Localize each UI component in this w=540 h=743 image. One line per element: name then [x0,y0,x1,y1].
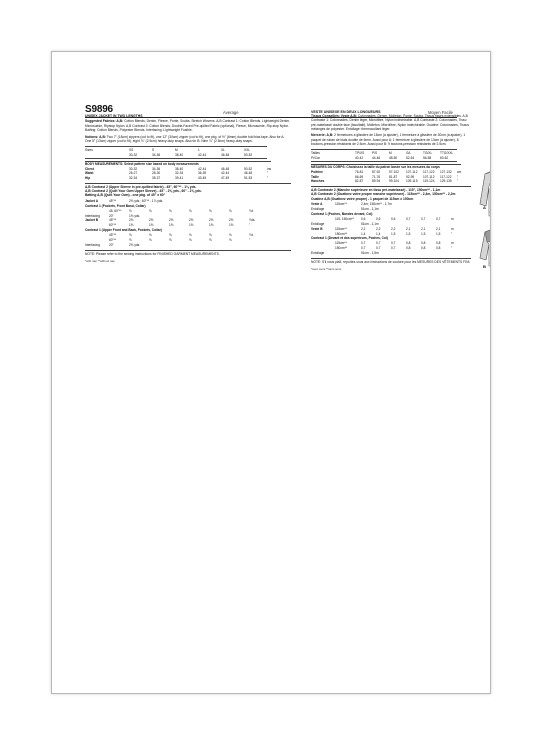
fabric-amount: 1⅝ yds. [129,213,141,218]
size-name: P/S [372,150,378,155]
measurement-value: 97-102 [389,169,399,174]
sizes-sublabel: Pi/Car [311,155,320,160]
fabric-note: A,B Contrast 2 (Quilt Your Own Upper Sleeve) - 45" - 2⅝ yds., 60" - 2⅜ yds. [85,188,202,193]
measurement-value: 82-87 [355,179,364,184]
fabric-width: 115cm** [335,226,347,231]
fabric-amount: ⅝ [189,208,192,213]
measurement-value: 32-34 [129,175,138,180]
fabric-note: Ouatine A,B (Ouatinez votre propre) - 1 paquet de 115cm x 150cm [311,196,414,201]
measurement-value: 117-122 [423,169,435,174]
measurement-unit: " [457,179,459,184]
sizes-sublabel [85,152,129,158]
measurement-label: Waist [85,171,94,176]
fabric-row-label: Contrast 1 (Poches, Bandes devant, Col) [311,211,373,216]
fabric-row-label: Entoilage [311,251,325,256]
table-row [85,209,255,214]
fabric-row-label: Contrast 1 (Pockets, Front Band, Collar) [85,203,146,208]
fabric-amount: 2⅝ [149,218,154,223]
size-name: XXL [244,147,251,152]
measurement-unit: cm [457,169,462,174]
size-range: 44-46 [372,155,381,160]
fabric-amount: 1,5 [436,231,441,236]
fabric-amount: 2⅝ yds. [129,243,141,248]
fabric-amount: ⅝ [189,238,192,243]
fabric-amount: ⅝ [209,238,212,243]
fabric-width [335,251,361,256]
fabric-amount: 0,7 [376,246,381,251]
measurement-value: 50-52 [244,166,253,171]
table-row [85,243,255,248]
fabric-unit: " [249,223,251,228]
fabric-amount: ⅝ [149,233,152,238]
measurement-value: 127-132 [440,169,452,174]
sizes-label: Sizes [85,147,93,152]
fabric-amount: 2,1 [406,226,411,231]
footnote-fr: *avec sens **sans sens [311,267,342,272]
fabric-amount: 1⅝ [229,223,234,228]
measurement-value: 26-27 [129,171,138,176]
fabric-amount: 2⅝ [189,218,194,223]
measurement-value: 107-112 [423,174,435,179]
fabric-amount: 0,8 [436,246,441,251]
fabric-amount: 2⅜ yds.; 60"** - 1⅞ yds. [129,198,164,203]
fabric-unit: m [451,226,454,231]
body-measurements-fr [311,164,461,184]
measurement-value: 117-122 [440,174,452,179]
measurement-value: 99-104 [389,179,399,184]
fabric-amount: 1⅝ [149,223,154,228]
fabric-width: 150cm** [335,231,348,236]
finished-measurements-note-en: NOTE: Please refer to the sewing instructions for FINISHED GARMENT MEASUREMENTS. [85,250,291,256]
fabric-amount: ⅝ [129,208,132,213]
measurement-unit: " [457,174,459,179]
fabric-note: A,B Contrast 2 (Upper Sleeve in pre-quilted fabric) - 45", 60"** - 1⅛ yds. [85,184,197,189]
fabric-amount: 1,4 [376,231,381,236]
fabric-unit: " [451,231,453,236]
sizes-label: Tailles [311,150,320,155]
fabric-width: 45, 60"** [109,208,122,213]
measurement-value: 129-135 [440,179,452,184]
measurement-value: 34-36 [152,166,161,171]
measurement-value: 46-48 [221,166,230,171]
fabric-amount: 0,6 [391,216,396,221]
fabric-amount: 0,7 [421,216,426,221]
table-row [85,176,271,181]
fabric-amount: ⅝ [229,238,232,243]
fabric-width: 115, 150cm** [335,216,354,221]
fabric-row-label: Contrast 1 (Devant et dos supérieurs, Poches, Col) [311,236,388,241]
size-name: TP/XS [355,150,365,155]
fabric-amount: 0,8 [421,241,426,246]
fabric-unit: " [249,238,251,243]
fabric-amount: 1⅝ [129,223,134,228]
fabric-amount: 1⅝ [169,223,174,228]
fabric-amount: 1,5 [391,231,396,236]
fabric-width: 45"** [109,218,117,223]
fabric-unit: m [451,216,454,221]
fabric-amount: 1⅝ [189,223,194,228]
measurement-label: Taille [311,174,319,179]
footnote-en: *with nap **without nap [85,259,115,264]
fabric-notes-en [85,185,291,198]
fabric-amount: 2⅝ [209,218,214,223]
size-name: TTG/XXL [440,150,454,155]
measurement-value: 39-41 [175,175,184,180]
fabric-amount: 2⅝ [229,218,234,223]
fabrics-heading-fr: Tissus Conseillés: Veste A,B: [311,114,357,118]
fabric-amount: ⅝ [169,208,172,213]
sizes-table-en [85,146,267,158]
fabric-amount: ⅝ [129,233,132,238]
size-range: 30-32 [129,152,138,157]
notions-text-fr: 2 fermetures à glissière de 18cm (à ajuster), 1 fermeture à glissière de 30cm (à ajuster), 1 paquet de ruban de biais double de 6mm. Aussi pour A: 1 fermeture à glissière de 13cm (à ajuster), 8 boutons-pression résistants de 2.5cm. Aussi pour B: 9 boutons-pression résistants de 2.5cm. [311,133,466,147]
measurement-unit: " [267,171,269,176]
fabric-row-label: Interfacing [85,243,100,248]
size-name: L [198,147,200,152]
size-range: 40-42 [355,155,364,160]
measurement-value: 119-124 [423,179,435,184]
notions-heading-en: Notions: A,B: [85,134,106,139]
fabric-row-label: Entoilage [311,206,325,211]
title-fr: VESTE UNISEXE EN DEUX LONGUEURS [311,110,381,114]
fabric-amount: 0,7 [361,246,366,251]
measurement-unit: " [267,175,269,180]
measurement-value: 30-32 [129,166,138,171]
measurement-value: 71-76 [372,174,381,179]
fabric-note: A,B Contraste 2 (Manche supérieure en tissu pré-matelassé) - 115", 150cm** - 1,1m [311,187,441,192]
size-range: 50-52 [244,152,253,157]
fabric-row-label: Entoilage [311,221,325,226]
fabric-notes-fr [311,188,471,201]
measurement-value: 109-115 [406,179,418,184]
fabric-unit: Yd. [249,208,254,213]
measurement-value: 38-40 [175,166,184,171]
divider [85,183,291,184]
fabric-amount: ⅝ [209,208,212,213]
fabrics-text-en: Cotton Blends, Denim, Fleece, Ponte, Scuba, Stretch Wovens. A,B Contrast 1: Cotton Blends, Lightweight Denim, Microsuede, Ripstop Nylon. A,B Contrast 2: Cotton Blends, Double-Faced Pre-quilted Fabric (optional), Fleece, Microsuede, Rip-stop Nylon. Batting: Cotton Blends, Polyester Blends. Interfacing: Lightweight Fusible. [85,119,291,133]
fabric-amount: 1,4 [361,231,366,236]
fabric-width: 45"** [109,233,117,238]
fabric-unit: m [451,241,454,246]
fabric-width: 45"** [109,198,117,203]
fabric-amount: ⅝ [149,238,152,243]
size-range: 56-58 [423,155,432,160]
notions-text-en: Two 7" (18cm) zippers (cut to fit), one 12" (30cm) zipper (cut to fit), one pkg. of ½" (6mm) double fold bias tape. Also for A: One 5" (13cm) zipper (cut to fit), eight ⅞" (2.5cm) heavy-duty snaps. Also for B: Nine ⅞" (2.5cm) heavy-duty snaps. [85,134,285,143]
fabric-amount: 0,8 [436,241,441,246]
size-range: 38-40 [175,152,184,157]
divider [311,186,471,187]
fabric-row-label: Veste A [311,202,323,206]
fabric-amount: 2,4m; 150cm** - 1,7m [361,202,392,206]
measurement-value: 89-94 [372,179,381,184]
size-range: 52-54 [406,155,415,160]
measurement-value: 46-48 [244,171,253,176]
english-column [85,114,291,264]
view-label-a: A [483,205,486,210]
french-column [311,114,471,272]
table-row [311,251,454,256]
fabric-amount: 51cm - 1,5m [361,251,379,256]
fabric-amount: 2,2 [361,226,366,231]
fabric-amount: 1,5 [406,231,411,236]
fabric-amount: 0,7 [436,216,441,221]
measurement-label: Hip [85,175,91,180]
fabric-amount: ⅝ [209,233,212,238]
fabric-amount: ⅝ [149,208,152,213]
fabric-amount: 1,5 [421,231,426,236]
fabric-note: Batting A,B (Quilt Your Own) - one pkg. of 45" x 60" [85,193,166,198]
body-measurements-heading: BODY MEASUREMENTS: Select pattern size based on body measurements [85,162,199,167]
notions-heading-fr: Mercerie: A,B: [311,133,334,138]
fabric-amount: 2,1 [421,226,426,231]
fabric-amount: 51cm - 1,1m [361,221,379,226]
fabric-note: A,B Contraste 2 (Ouatinez votre propre manche supérieure) - 115cm** - 2,4m, 150cm** - 2,2m [311,192,456,197]
fabric-width: 115cm** [335,241,347,246]
fabrics-fr [311,114,471,131]
measurement-value: 32-34 [175,171,184,176]
fabric-amount: 2⅝ [129,218,134,223]
measurement-value: 76-81 [355,169,364,174]
fabric-width: 150cm** [335,246,348,251]
fabrics-text-fr: Cotonnades, Denim, Molleton, Ponte, Scuba, Tissus tissés extensibles. A,B Contraste 1: Cotonnades, Denim léger, Microfibre, Nylon indéchirable. A,B Contraste 2: Cotonnades, Tissu pré-matelassé double face (facultatif), Molleton, Microfibre, Nylon indéchirable. Ouatine: Cotonnades, Tissus mélangés de polyester. Entoilage: thermocollant léger. [311,114,469,132]
size-name: TG/XL [423,150,433,155]
sizes-table-fr [311,149,457,161]
fabric-width: 20" [109,213,114,218]
fabric-amount: 0,8 [406,241,411,246]
fabric-requirements-en [85,199,255,248]
jacket-a-back-view [477,164,491,222]
size-range: 60-62 [440,155,449,160]
fabric-width: 115cm** [335,202,347,206]
fabric-amount: 2,2 [376,226,381,231]
size-range: 48-50 [389,155,398,160]
fabric-width: 60"** [109,238,117,243]
measurement-value: 42-44 [198,166,207,171]
fabric-row-label: Jacket A [85,198,98,203]
measurement-value: 47-49 [221,175,230,180]
measurement-value: 107-112 [406,169,418,174]
fabrics-en [85,119,291,132]
table-row [311,179,461,184]
notions-fr [311,133,471,146]
fabric-amount: ⅝ [169,233,172,238]
fabric-unit: " [451,246,453,251]
fabric-amount: ⅝ [229,208,232,213]
fabric-amount: 0,7 [406,216,411,221]
measurement-value: 36-39 [198,171,207,176]
fabric-amount: 0,8 [421,246,426,251]
size-range: 42-44 [198,152,207,157]
fabric-row-label: Jacket B [85,218,99,223]
difficulty-level-fr: Moyen Facile [428,110,453,115]
measurement-unit: ins [267,166,272,171]
fabrics-heading-en: Suggested Fabrics: A,B: [85,119,124,124]
fabric-amount: 0,7 [391,241,396,246]
fabric-amount: 0,6 [361,216,366,221]
fabric-amount: 1⅝ [209,223,214,228]
measurement-value: 87-92 [372,169,381,174]
fabric-amount: 51cm - 1,1m [361,206,379,211]
measurement-value: 92-99 [406,174,415,179]
measurement-value: 35-37 [152,175,161,180]
size-range: 46-48 [221,152,230,157]
fabric-unit: Yds. [249,218,256,223]
measurement-value: 42-44 [221,171,230,176]
fabric-amount: 0,7 [376,241,381,246]
fabric-amount: 2,1 [436,226,441,231]
fabric-amount: 0,7 [391,246,396,251]
measurement-label: Poitrine [311,169,323,174]
size-name: XL [221,147,225,152]
fabric-unit: Yd. [249,233,254,238]
fabric-requirements-fr [311,202,454,256]
size-name: S [152,147,155,152]
measurement-label: Hanches [311,179,325,184]
measurement-value: 28-30 [152,171,161,176]
size-name: M [175,147,178,152]
size-name: M [389,150,392,155]
notions-en [85,135,291,144]
pattern-number: S9896 [85,104,113,115]
subtitle-en: UNISEX JACKET IN TWO LENGTHS [85,114,143,118]
size-range: 34-36 [152,152,161,157]
fabric-amount: ⅝ [169,238,172,243]
measurement-value: 51-53 [244,175,253,180]
size-name: G/L [406,150,412,155]
fabric-amount: ⅝ [229,233,232,238]
fabric-amount: ⅝ [189,233,192,238]
measurement-value: 66-69 [355,174,364,179]
view-label-b: B [483,264,486,269]
body-measurements-heading: MESURES DU CORPS: Choisissez la taille du patron basée sur les mesures du corps [311,165,440,170]
measurement-value: 43-45 [198,175,207,180]
measurement-label: Chest [85,166,94,171]
fabric-row-label: Contrast 1 (Upper Front and Back, Pockets, Collar) [85,228,162,233]
fabric-amount: 0,6 [376,216,381,221]
fabric-amount: 0,8 [406,246,411,251]
fabric-amount: 0,7 [361,241,366,246]
difficulty-level-en: Average [223,110,239,115]
measurement-value: 81-87 [389,174,398,179]
pattern-envelope-back [51,51,491,694]
size-name: XS [129,147,134,152]
fabric-width: 20" [109,243,114,248]
fabric-row-label: Veste B [311,226,323,231]
fabric-row-label: Interfacing [85,213,100,218]
fabric-width: 60"** [109,223,117,228]
fabric-amount: 2,2 [391,226,396,231]
finished-measurements-note-fr: NOTE: S'il vous plaît, reportez-vous aux instructions de couture pour les MESURES DES VÊTEMENTS FINI. [311,260,471,264]
body-measurements-en [85,161,271,181]
fabric-amount: ⅝ [129,238,132,243]
fabric-amount: 2⅝ [169,218,174,223]
